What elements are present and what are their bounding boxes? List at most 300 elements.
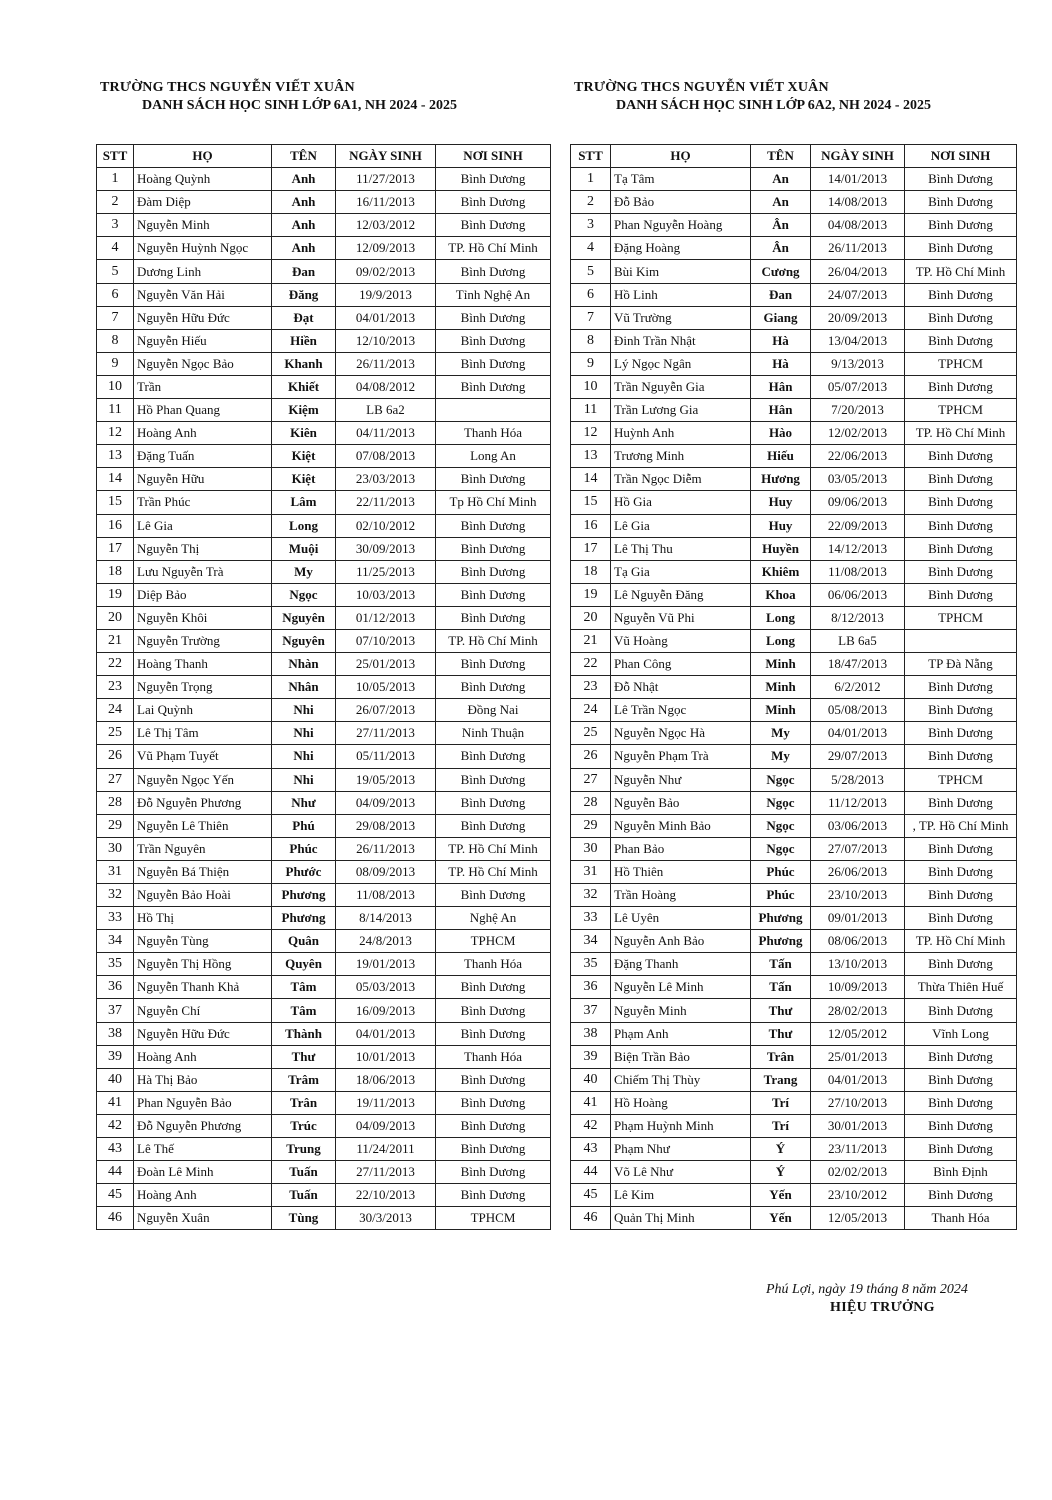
stt-cell: 8 bbox=[571, 329, 611, 352]
table-row bbox=[571, 629, 1017, 652]
noi-sinh-cell: Thanh Hóa bbox=[905, 1207, 1017, 1230]
ten-cell: Trung bbox=[272, 1138, 336, 1161]
ngay-sinh-cell: 04/08/2013 bbox=[811, 214, 905, 237]
ten-cell: Phương bbox=[272, 884, 336, 907]
table-row bbox=[97, 791, 551, 814]
table-row bbox=[97, 260, 551, 283]
ten-cell: Tấn bbox=[751, 976, 811, 999]
stt-cell: 17 bbox=[571, 537, 611, 560]
stt-cell: 28 bbox=[97, 791, 134, 814]
stt-cell: 31 bbox=[571, 860, 611, 883]
noi-sinh-cell: Bình Dương bbox=[436, 676, 551, 699]
table-row bbox=[97, 422, 551, 445]
noi-sinh-cell: Đồng Nai bbox=[436, 699, 551, 722]
ngay-sinh-cell: 04/01/2013 bbox=[336, 306, 436, 329]
ten-cell: Kiên bbox=[272, 422, 336, 445]
table-row bbox=[97, 1022, 551, 1045]
stt-cell: 37 bbox=[97, 999, 134, 1022]
ten-cell: Ý bbox=[751, 1138, 811, 1161]
ho-cell: Lê Trần Ngọc bbox=[611, 699, 751, 722]
ngay-sinh-cell: 25/01/2013 bbox=[811, 1045, 905, 1068]
school-name: TRƯỜNG THCS NGUYỄN VIẾT XUÂN bbox=[574, 80, 829, 95]
table-row bbox=[571, 722, 1017, 745]
stt-cell: 15 bbox=[571, 491, 611, 514]
ngay-sinh-cell: 24/8/2013 bbox=[336, 930, 436, 953]
ho-cell: Nguyễn Như bbox=[611, 768, 751, 791]
ngay-sinh-cell: 30/09/2013 bbox=[336, 537, 436, 560]
ten-cell: Nhi bbox=[272, 699, 336, 722]
ngay-sinh-cell: 04/01/2013 bbox=[811, 722, 905, 745]
stt-cell: 33 bbox=[571, 907, 611, 930]
table-row bbox=[97, 653, 551, 676]
stt-cell: 27 bbox=[97, 768, 134, 791]
ho-cell: Đỗ Nhật bbox=[611, 676, 751, 699]
ho-cell: Hồ Thiên bbox=[611, 860, 751, 883]
ho-cell: Nguyễn Chí bbox=[134, 999, 272, 1022]
stt-cell: 6 bbox=[97, 283, 134, 306]
ngay-sinh-cell: 18/06/2013 bbox=[336, 1068, 436, 1091]
ngay-sinh-cell: 13/04/2013 bbox=[811, 329, 905, 352]
stt-cell: 32 bbox=[97, 884, 134, 907]
ho-cell: Tạ Gia bbox=[611, 560, 751, 583]
ho-cell: Nguyễn Lê Thiên bbox=[134, 814, 272, 837]
ten-cell: Trâm bbox=[272, 1068, 336, 1091]
ngay-sinh-cell: 03/06/2013 bbox=[811, 814, 905, 837]
table-row bbox=[97, 306, 551, 329]
noi-sinh-cell: Bình Dương bbox=[905, 1184, 1017, 1207]
ten-cell: Nhi bbox=[272, 745, 336, 768]
table-row bbox=[571, 283, 1017, 306]
noi-sinh-cell: TP. Hồ Chí Minh bbox=[436, 237, 551, 260]
list-title: DANH SÁCH HỌC SINH LỚP 6A1, NH 2024 - 2025 bbox=[142, 98, 458, 113]
ngay-sinh-cell: 23/03/2013 bbox=[336, 468, 436, 491]
ngay-sinh-cell: 26/11/2013 bbox=[336, 352, 436, 375]
table-row bbox=[571, 1045, 1017, 1068]
noi-sinh-cell: Bình Dương bbox=[436, 260, 551, 283]
ngay-sinh-cell: 04/01/2013 bbox=[811, 1068, 905, 1091]
ho-cell: Lê Gia bbox=[134, 514, 272, 537]
header-ten: TÊN bbox=[751, 145, 811, 168]
noi-sinh-cell: Bình Dương bbox=[436, 1068, 551, 1091]
ho-cell: Hoàng Anh bbox=[134, 1045, 272, 1068]
stt-cell: 40 bbox=[97, 1068, 134, 1091]
ten-cell: Khiêm bbox=[751, 560, 811, 583]
noi-sinh-cell: Bình Dương bbox=[436, 1114, 551, 1137]
noi-sinh-cell: Bình Định bbox=[905, 1161, 1017, 1184]
noi-sinh-cell: Bình Dương bbox=[905, 537, 1017, 560]
ngay-sinh-cell: 08/09/2013 bbox=[336, 860, 436, 883]
ten-cell: Hân bbox=[751, 375, 811, 398]
ho-cell: Nguyễn Minh bbox=[134, 214, 272, 237]
noi-sinh-cell: , TP. Hồ Chí Minh bbox=[905, 814, 1017, 837]
ngay-sinh-cell: 22/11/2013 bbox=[336, 491, 436, 514]
stt-cell: 16 bbox=[97, 514, 134, 537]
ngay-sinh-cell: 8/14/2013 bbox=[336, 907, 436, 930]
ten-cell: Trân bbox=[272, 1091, 336, 1114]
ho-cell: Nguyễn Thị bbox=[134, 537, 272, 560]
ho-cell: Đặng Tuấn bbox=[134, 445, 272, 468]
ho-cell: Phan Công bbox=[611, 653, 751, 676]
table-row bbox=[97, 375, 551, 398]
noi-sinh-cell: Bình Dương bbox=[905, 1045, 1017, 1068]
ngay-sinh-cell: 05/08/2013 bbox=[811, 699, 905, 722]
ho-cell: Quản Thị Minh bbox=[611, 1207, 751, 1230]
ho-cell: Nguyễn Văn Hải bbox=[134, 283, 272, 306]
table-row bbox=[97, 745, 551, 768]
noi-sinh-cell: Ninh Thuận bbox=[436, 722, 551, 745]
ho-cell: Biện Trần Bảo bbox=[611, 1045, 751, 1068]
stt-cell: 21 bbox=[571, 629, 611, 652]
ho-cell: Bùi Kim bbox=[611, 260, 751, 283]
class-6a1-panel bbox=[96, 80, 550, 1226]
noi-sinh-cell: TP. Hồ Chí Minh bbox=[436, 629, 551, 652]
ten-cell: Minh bbox=[751, 676, 811, 699]
stt-cell: 29 bbox=[97, 814, 134, 837]
table-row bbox=[571, 306, 1017, 329]
header-ho: HỌ bbox=[611, 145, 751, 168]
ngay-sinh-cell: 29/07/2013 bbox=[811, 745, 905, 768]
stt-cell: 24 bbox=[571, 699, 611, 722]
ten-cell: Quân bbox=[272, 930, 336, 953]
ten-cell: Anh bbox=[272, 237, 336, 260]
ho-cell: Trần Nguyên bbox=[134, 837, 272, 860]
ten-cell: Trân bbox=[751, 1045, 811, 1068]
ho-cell: Nguyễn Phạm Trà bbox=[611, 745, 751, 768]
stt-cell: 22 bbox=[97, 653, 134, 676]
ngay-sinh-cell: 01/12/2013 bbox=[336, 606, 436, 629]
ho-cell: Phạm Huỳnh Minh bbox=[611, 1114, 751, 1137]
ten-cell: Thành bbox=[272, 1022, 336, 1045]
stt-cell: 27 bbox=[571, 768, 611, 791]
stt-cell: 43 bbox=[97, 1138, 134, 1161]
table-row bbox=[97, 283, 551, 306]
header-ngay-sinh: NGÀY SINH bbox=[336, 145, 436, 168]
ten-cell: My bbox=[751, 745, 811, 768]
stt-cell: 35 bbox=[571, 953, 611, 976]
ngay-sinh-cell: 19/05/2013 bbox=[336, 768, 436, 791]
table-row bbox=[97, 237, 551, 260]
ho-cell: Đinh Trần Nhật bbox=[611, 329, 751, 352]
ho-cell: Lưu Nguyễn Trà bbox=[134, 560, 272, 583]
noi-sinh-cell: Bình Dương bbox=[436, 329, 551, 352]
noi-sinh-cell: TP. Hồ Chí Minh bbox=[905, 930, 1017, 953]
ten-cell: Phước bbox=[272, 860, 336, 883]
class-6a2-panel bbox=[570, 80, 1016, 1226]
table-row bbox=[97, 860, 551, 883]
stt-cell: 7 bbox=[97, 306, 134, 329]
table-row bbox=[97, 1184, 551, 1207]
ten-cell: Phúc bbox=[272, 837, 336, 860]
stt-cell: 26 bbox=[97, 745, 134, 768]
ten-cell: Khanh bbox=[272, 352, 336, 375]
stt-cell: 6 bbox=[571, 283, 611, 306]
table-row bbox=[97, 606, 551, 629]
table-row bbox=[97, 1045, 551, 1068]
ngay-sinh-cell: 18/47/2013 bbox=[811, 653, 905, 676]
table-row bbox=[571, 976, 1017, 999]
ngay-sinh-cell: 07/10/2013 bbox=[336, 629, 436, 652]
noi-sinh-cell: Bình Dương bbox=[436, 468, 551, 491]
stt-cell: 29 bbox=[571, 814, 611, 837]
noi-sinh-cell: Bình Dương bbox=[905, 999, 1017, 1022]
stt-cell: 13 bbox=[571, 445, 611, 468]
ngay-sinh-cell: 7/20/2013 bbox=[811, 399, 905, 422]
table-row bbox=[97, 930, 551, 953]
stt-cell: 41 bbox=[97, 1091, 134, 1114]
table-row bbox=[571, 560, 1017, 583]
ngay-sinh-cell: 02/10/2012 bbox=[336, 514, 436, 537]
ten-cell: Hà bbox=[751, 329, 811, 352]
ho-cell: Tạ Tâm bbox=[611, 168, 751, 191]
table-row bbox=[571, 445, 1017, 468]
ngay-sinh-cell: 12/05/2013 bbox=[811, 1207, 905, 1230]
table-row bbox=[571, 745, 1017, 768]
noi-sinh-cell: Bình Dương bbox=[905, 306, 1017, 329]
noi-sinh-cell: Bình Dương bbox=[436, 884, 551, 907]
table-row bbox=[571, 837, 1017, 860]
ngay-sinh-cell: 23/10/2013 bbox=[811, 884, 905, 907]
ho-cell: Nguyễn Anh Bảo bbox=[611, 930, 751, 953]
ngay-sinh-cell: 26/04/2013 bbox=[811, 260, 905, 283]
noi-sinh-cell: TPHCM bbox=[436, 930, 551, 953]
ngay-sinh-cell: 28/02/2013 bbox=[811, 999, 905, 1022]
ten-cell: Thư bbox=[751, 1022, 811, 1045]
ho-cell: Nguyễn Bảo Hoài bbox=[134, 884, 272, 907]
stt-cell: 33 bbox=[97, 907, 134, 930]
ho-cell: Dương Linh bbox=[134, 260, 272, 283]
ho-cell: Nguyễn Xuân bbox=[134, 1207, 272, 1230]
header-ten: TÊN bbox=[272, 145, 336, 168]
stt-cell: 25 bbox=[97, 722, 134, 745]
ten-cell: Nhi bbox=[272, 768, 336, 791]
stt-cell: 14 bbox=[571, 468, 611, 491]
ho-cell: Lê Thế bbox=[134, 1138, 272, 1161]
ho-cell: Nguyễn Hiếu bbox=[134, 329, 272, 352]
ngay-sinh-cell: 26/11/2013 bbox=[336, 837, 436, 860]
stt-cell: 45 bbox=[97, 1184, 134, 1207]
ho-cell: Hà Thị Bảo bbox=[134, 1068, 272, 1091]
table-row bbox=[97, 1091, 551, 1114]
stt-cell: 39 bbox=[571, 1045, 611, 1068]
ngay-sinh-cell: 19/11/2013 bbox=[336, 1091, 436, 1114]
noi-sinh-cell: Bình Dương bbox=[436, 514, 551, 537]
noi-sinh-cell: Bình Dương bbox=[905, 1091, 1017, 1114]
ngay-sinh-cell: 04/08/2012 bbox=[336, 375, 436, 398]
table-row bbox=[571, 191, 1017, 214]
stt-cell: 20 bbox=[97, 606, 134, 629]
ten-cell: Trang bbox=[751, 1068, 811, 1091]
stt-cell: 38 bbox=[571, 1022, 611, 1045]
ngay-sinh-cell: 05/03/2013 bbox=[336, 976, 436, 999]
ngay-sinh-cell: 04/11/2013 bbox=[336, 422, 436, 445]
ngay-sinh-cell: 11/08/2013 bbox=[336, 884, 436, 907]
noi-sinh-cell: Bình Dương bbox=[436, 768, 551, 791]
ho-cell: Nguyễn Hữu bbox=[134, 468, 272, 491]
ngay-sinh-cell: 30/3/2013 bbox=[336, 1207, 436, 1230]
ho-cell: Chiếm Thị Thùy bbox=[611, 1068, 751, 1091]
ngay-sinh-cell: 02/02/2013 bbox=[811, 1161, 905, 1184]
ngay-sinh-cell: 24/07/2013 bbox=[811, 283, 905, 306]
ten-cell: Huyền bbox=[751, 537, 811, 560]
stt-cell: 20 bbox=[571, 606, 611, 629]
table-row bbox=[97, 537, 551, 560]
ho-cell: Nguyễn Lê Minh bbox=[611, 976, 751, 999]
noi-sinh-cell: TPHCM bbox=[436, 1207, 551, 1230]
noi-sinh-cell: TPHCM bbox=[905, 606, 1017, 629]
noi-sinh-cell: Bình Dương bbox=[905, 283, 1017, 306]
noi-sinh-cell: TP. Hồ Chí Minh bbox=[436, 837, 551, 860]
stt-cell: 3 bbox=[97, 214, 134, 237]
ngay-sinh-cell: 05/11/2013 bbox=[336, 745, 436, 768]
ten-cell: Tâm bbox=[272, 976, 336, 999]
stt-cell: 10 bbox=[97, 375, 134, 398]
ngay-sinh-cell: 04/01/2013 bbox=[336, 1022, 436, 1045]
ho-cell: Nguyễn Khôi bbox=[134, 606, 272, 629]
ho-cell: Lê Thị Thu bbox=[611, 537, 751, 560]
stt-cell: 44 bbox=[97, 1161, 134, 1184]
stt-cell: 44 bbox=[571, 1161, 611, 1184]
table-row bbox=[97, 514, 551, 537]
table-row bbox=[571, 537, 1017, 560]
ten-cell: Ngọc bbox=[272, 583, 336, 606]
noi-sinh-cell: Bình Dương bbox=[436, 375, 551, 398]
ho-cell: Trần bbox=[134, 375, 272, 398]
ho-cell: Đặng Thanh bbox=[611, 953, 751, 976]
table-row bbox=[571, 491, 1017, 514]
ten-cell: Lâm bbox=[272, 491, 336, 514]
stt-cell: 7 bbox=[571, 306, 611, 329]
noi-sinh-cell: Bình Dương bbox=[905, 375, 1017, 398]
ho-cell: Hồ Gia bbox=[611, 491, 751, 514]
noi-sinh-cell: Bình Dương bbox=[905, 1138, 1017, 1161]
header-noi-sinh: NƠI SINH bbox=[905, 145, 1017, 168]
ho-cell: Nguyễn Trọng bbox=[134, 676, 272, 699]
ten-cell: An bbox=[751, 168, 811, 191]
noi-sinh-cell: Bình Dương bbox=[436, 214, 551, 237]
ho-cell: Phan Nguyễn Hoàng bbox=[611, 214, 751, 237]
ten-cell: My bbox=[751, 722, 811, 745]
noi-sinh-cell: TP. Hồ Chí Minh bbox=[905, 260, 1017, 283]
ten-cell: Khoa bbox=[751, 583, 811, 606]
noi-sinh-cell: Bình Dương bbox=[436, 791, 551, 814]
ten-cell: Hương bbox=[751, 468, 811, 491]
table-row bbox=[571, 1022, 1017, 1045]
table-row bbox=[97, 722, 551, 745]
stt-cell: 23 bbox=[97, 676, 134, 699]
ho-cell: Hoàng Anh bbox=[134, 422, 272, 445]
ngay-sinh-cell: 5/28/2013 bbox=[811, 768, 905, 791]
table-row bbox=[97, 629, 551, 652]
ho-cell: Nguyễn Bảo bbox=[611, 791, 751, 814]
noi-sinh-cell: TPHCM bbox=[905, 352, 1017, 375]
ho-cell: Vũ Trường bbox=[611, 306, 751, 329]
stt-cell: 32 bbox=[571, 884, 611, 907]
ngay-sinh-cell: 19/9/2013 bbox=[336, 283, 436, 306]
stt-cell: 13 bbox=[97, 445, 134, 468]
noi-sinh-cell: Bình Dương bbox=[436, 1161, 551, 1184]
list-title: DANH SÁCH HỌC SINH LỚP 6A2, NH 2024 - 2025 bbox=[616, 98, 932, 113]
ten-cell: Phương bbox=[751, 907, 811, 930]
noi-sinh-cell: Bình Dương bbox=[436, 191, 551, 214]
table-row bbox=[571, 1207, 1017, 1230]
table-row bbox=[571, 1114, 1017, 1137]
ten-cell: Trúc bbox=[272, 1114, 336, 1137]
noi-sinh-cell: Bình Dương bbox=[905, 329, 1017, 352]
ngay-sinh-cell: LB 6a2 bbox=[336, 399, 436, 422]
ngay-sinh-cell: 11/24/2011 bbox=[336, 1138, 436, 1161]
ngay-sinh-cell: 23/10/2012 bbox=[811, 1184, 905, 1207]
ten-cell: Như bbox=[272, 791, 336, 814]
noi-sinh-cell: Bình Dương bbox=[436, 999, 551, 1022]
table-row bbox=[571, 606, 1017, 629]
ngay-sinh-cell: 09/01/2013 bbox=[811, 907, 905, 930]
table-row bbox=[97, 329, 551, 352]
table-row bbox=[571, 1138, 1017, 1161]
noi-sinh-cell: Bình Dương bbox=[436, 745, 551, 768]
stt-cell: 19 bbox=[571, 583, 611, 606]
table-row bbox=[571, 375, 1017, 398]
table-row bbox=[97, 768, 551, 791]
table-row bbox=[97, 907, 551, 930]
noi-sinh-cell: Bình Dương bbox=[905, 722, 1017, 745]
ten-cell: Long bbox=[751, 629, 811, 652]
ten-cell: Yến bbox=[751, 1207, 811, 1230]
noi-sinh-cell: Bình Dương bbox=[905, 445, 1017, 468]
ngay-sinh-cell: 04/09/2013 bbox=[336, 1114, 436, 1137]
noi-sinh-cell: Bình Dương bbox=[436, 1022, 551, 1045]
stt-cell: 41 bbox=[571, 1091, 611, 1114]
ho-cell: Lê Uyên bbox=[611, 907, 751, 930]
ten-cell: Nhi bbox=[272, 722, 336, 745]
ngay-sinh-cell: 09/06/2013 bbox=[811, 491, 905, 514]
stt-cell: 43 bbox=[571, 1138, 611, 1161]
noi-sinh-cell: Bình Dương bbox=[436, 1138, 551, 1161]
ten-cell: Nhàn bbox=[272, 653, 336, 676]
table-row bbox=[571, 214, 1017, 237]
stt-cell: 8 bbox=[97, 329, 134, 352]
ngay-sinh-cell: 03/05/2013 bbox=[811, 468, 905, 491]
stt-cell: 35 bbox=[97, 953, 134, 976]
table-row bbox=[571, 468, 1017, 491]
ngay-sinh-cell: LB 6a5 bbox=[811, 629, 905, 652]
stt-cell: 5 bbox=[97, 260, 134, 283]
ho-cell: Hoàng Quỳnh bbox=[134, 168, 272, 191]
ten-cell: Phúc bbox=[751, 884, 811, 907]
ten-cell: Minh bbox=[751, 699, 811, 722]
table-row bbox=[97, 399, 551, 422]
ngay-sinh-cell: 10/09/2013 bbox=[811, 976, 905, 999]
noi-sinh-cell: Bình Dương bbox=[436, 537, 551, 560]
noi-sinh-cell: Bình Dương bbox=[905, 1114, 1017, 1137]
ten-cell: Khiết bbox=[272, 375, 336, 398]
ho-cell: Hoàng Thanh bbox=[134, 653, 272, 676]
ten-cell: Trí bbox=[751, 1114, 811, 1137]
ngay-sinh-cell: 07/08/2013 bbox=[336, 445, 436, 468]
stt-cell: 39 bbox=[97, 1045, 134, 1068]
ngay-sinh-cell: 06/06/2013 bbox=[811, 583, 905, 606]
noi-sinh-cell: Tỉnh Nghệ An bbox=[436, 283, 551, 306]
noi-sinh-cell: Bình Dương bbox=[905, 907, 1017, 930]
ho-cell: Phạm Như bbox=[611, 1138, 751, 1161]
school-name: TRƯỜNG THCS NGUYỄN VIẾT XUÂN bbox=[100, 80, 355, 95]
table-row bbox=[97, 214, 551, 237]
ten-cell: Đan bbox=[272, 260, 336, 283]
ngay-sinh-cell: 08/06/2013 bbox=[811, 930, 905, 953]
stt-cell: 2 bbox=[571, 191, 611, 214]
ngay-sinh-cell: 11/08/2013 bbox=[811, 560, 905, 583]
table-row bbox=[97, 1138, 551, 1161]
ngay-sinh-cell: 16/11/2013 bbox=[336, 191, 436, 214]
